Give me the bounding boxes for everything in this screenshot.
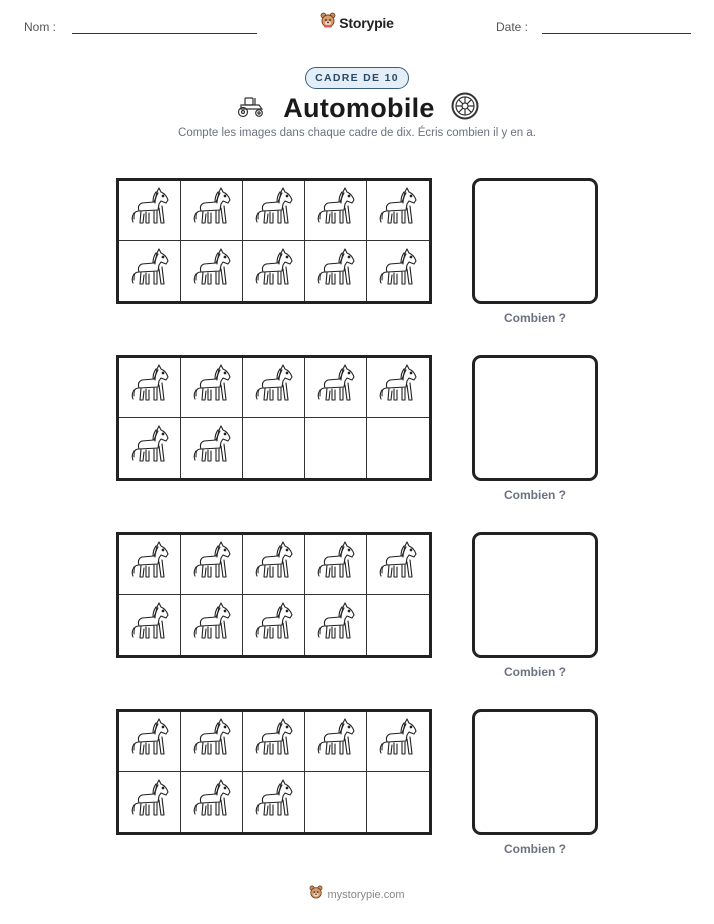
bear-mascot-icon: [309, 885, 323, 904]
name-label: Nom :: [24, 20, 57, 34]
brand-name: Storypie: [339, 14, 394, 31]
horse-icon: [128, 424, 172, 473]
horse-icon: [314, 601, 358, 650]
horse-icon: [376, 186, 420, 235]
ten-frame-cell: [367, 241, 429, 301]
horse-icon: [314, 717, 358, 766]
footer-url: mystorypie.com: [327, 888, 405, 901]
ten-frame-cell: [305, 535, 367, 595]
brand-logo: [0, 12, 714, 33]
horse-icon: [128, 186, 172, 235]
horse-icon: [376, 363, 420, 412]
ten-frame-cell: [305, 418, 367, 478]
horse-icon: [376, 717, 420, 766]
ten-frame-cell: [181, 772, 243, 832]
ten-frame-cell: [367, 358, 429, 418]
answer-prompt: Combien ?: [504, 665, 566, 679]
ten-frame-cell: [181, 535, 243, 595]
ten-frame-cell: [305, 772, 367, 832]
horse-icon: [190, 601, 234, 650]
wheel-icon: [451, 92, 479, 125]
ten-frame-cell: [119, 772, 181, 832]
bear-mascot-icon: [320, 12, 336, 33]
horse-icon: [128, 540, 172, 589]
ten-frame-cell: [119, 241, 181, 301]
answer-prompt: Combien ?: [504, 842, 566, 856]
horse-icon: [252, 363, 296, 412]
horse-icon: [376, 247, 420, 296]
footer: [0, 885, 714, 904]
worksheet-type-badge: CADRE DE 10: [305, 67, 409, 89]
tractor-icon: [235, 94, 267, 123]
horse-icon: [252, 247, 296, 296]
ten-frame-cell: [305, 358, 367, 418]
ten-frame-cell: [367, 418, 429, 478]
horse-icon: [128, 717, 172, 766]
ten-frame-cell: [181, 181, 243, 241]
ten-frame-cell: [181, 712, 243, 772]
ten-frame-cell: [305, 181, 367, 241]
ten-frame-cell: [181, 241, 243, 301]
ten-frame-cell: [181, 358, 243, 418]
horse-icon: [376, 540, 420, 589]
ten-frame: [116, 709, 432, 835]
ten-frame-cell: [243, 595, 305, 655]
date-label: Date :: [496, 20, 529, 34]
horse-icon: [314, 186, 358, 235]
horse-icon: [128, 247, 172, 296]
horse-icon: [128, 601, 172, 650]
ten-frame-cell: [367, 595, 429, 655]
horse-icon: [314, 363, 358, 412]
ten-frame-cell: [119, 418, 181, 478]
horse-icon: [128, 778, 172, 827]
page-title: Automobile: [283, 92, 435, 123]
answer-box[interactable]: [472, 532, 598, 658]
horse-icon: [252, 540, 296, 589]
ten-frame-cell: [119, 358, 181, 418]
ten-frame-cell: [243, 418, 305, 478]
date-field-line[interactable]: [542, 33, 691, 34]
answer-box[interactable]: [472, 709, 598, 835]
answer-prompt: Combien ?: [504, 311, 566, 325]
horse-icon: [252, 186, 296, 235]
ten-frame-cell: [243, 772, 305, 832]
horse-icon: [190, 717, 234, 766]
ten-frame-cell: [119, 712, 181, 772]
ten-frame-cell: [181, 595, 243, 655]
horse-icon: [190, 186, 234, 235]
ten-frame-cell: [367, 535, 429, 595]
ten-frame-cell: [243, 535, 305, 595]
ten-frame-cell: [305, 712, 367, 772]
horse-icon: [314, 247, 358, 296]
ten-frame: [116, 178, 432, 304]
ten-frame-cell: [243, 358, 305, 418]
horse-icon: [252, 778, 296, 827]
ten-frame-cell: [119, 181, 181, 241]
ten-frame-cell: [181, 418, 243, 478]
ten-frame-cell: [367, 181, 429, 241]
horse-icon: [252, 717, 296, 766]
ten-frame-cell: [243, 712, 305, 772]
horse-icon: [128, 363, 172, 412]
ten-frame-cell: [243, 181, 305, 241]
ten-frame: [116, 355, 432, 481]
horse-icon: [314, 540, 358, 589]
ten-frame-cell: [119, 535, 181, 595]
ten-frame-cell: [305, 595, 367, 655]
ten-frame-cell: [119, 595, 181, 655]
horse-icon: [190, 424, 234, 473]
answer-box[interactable]: [472, 355, 598, 481]
name-field-line[interactable]: [72, 33, 257, 34]
ten-frame-cell: [305, 241, 367, 301]
instructions: Compte les images dans chaque cadre de dix. Écris combien il y en a.: [178, 127, 536, 139]
horse-icon: [190, 363, 234, 412]
horse-icon: [190, 540, 234, 589]
horse-icon: [252, 601, 296, 650]
horse-icon: [190, 778, 234, 827]
ten-frame: [116, 532, 432, 658]
ten-frame-cell: [243, 241, 305, 301]
ten-frame-cell: [367, 712, 429, 772]
answer-box[interactable]: [472, 178, 598, 304]
ten-frame-cell: [367, 772, 429, 832]
answer-prompt: Combien ?: [504, 488, 566, 502]
horse-icon: [190, 247, 234, 296]
